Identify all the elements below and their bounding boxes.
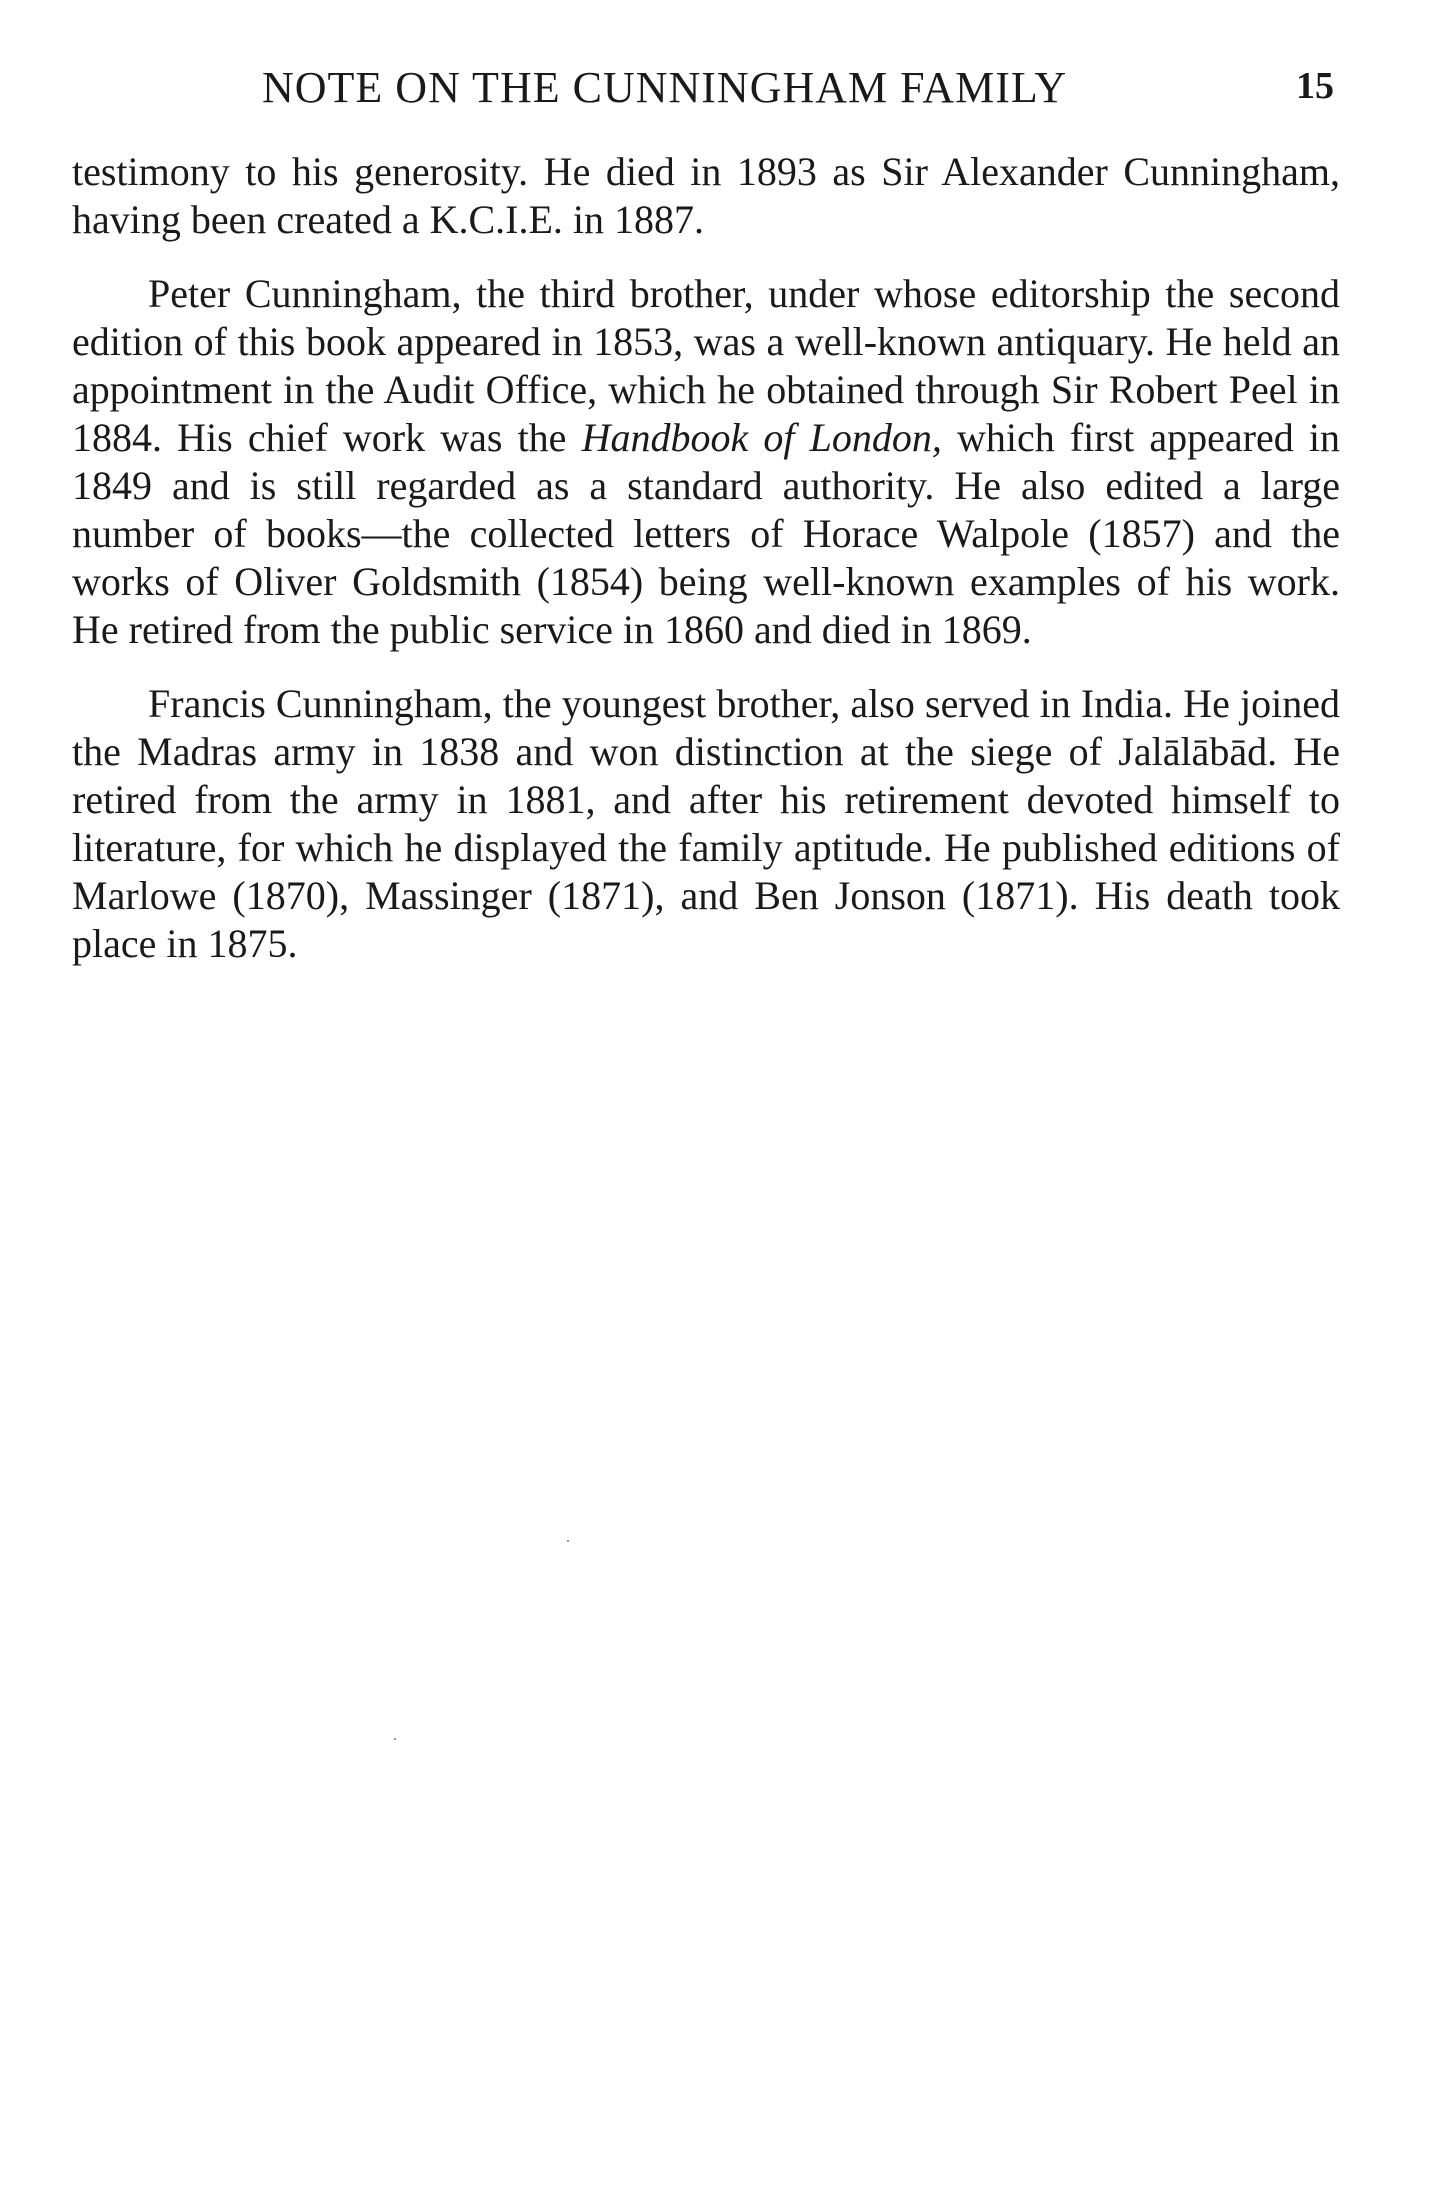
paper-speck xyxy=(567,1540,569,1542)
paper-speck xyxy=(394,1738,396,1740)
running-head xyxy=(0,58,1445,118)
paragraph-peter-cunningham xyxy=(72,270,1340,654)
page-number: 15 xyxy=(1296,65,1334,107)
book-title-italic: Handbook of London, xyxy=(581,415,942,460)
running-title: NOTE ON THE CUNNINGHAM FAMILY xyxy=(262,63,1068,112)
paragraph-francis-cunningham: Francis Cunningham, the youngest brother, also served in India. He joined the Madras army in 1838 and won distinction at the siege of Jalālābād. He retired from the army in 1881, and after his retirement devoted himself to literature, for which he displayed the family aptitude. He published editions of Marlowe (1870), Massinger (1871), and Ben Jonson (1871). His death took place in 1875. xyxy=(72,681,1340,966)
paragraph-text: Peter Cunningham, the third brother, under whose editorship the second edition of this book appeared in 1853, was a well-known antiquary. He held an appointment in the Audit Office, which he obtained through Sir Robert Peel in 1884. His chief work was the xyxy=(72,271,1340,460)
body-text xyxy=(72,148,1340,994)
paragraph-text: which first appeared in 1849 and is still regarded as a standard authority. He also edited a large number of books—the collected letters of Horace Walpole (1857) and the works of Oliver Goldsmith (1854) being well-known examples of his work. He retired from the public service in 1860 and died in 1869. xyxy=(72,415,1341,652)
paragraph-continuation: testimony to his generosity. He died in 1893 as Sir Alexander Cunningham, having been created a K.C.I.E. in 1887. xyxy=(72,149,1340,242)
